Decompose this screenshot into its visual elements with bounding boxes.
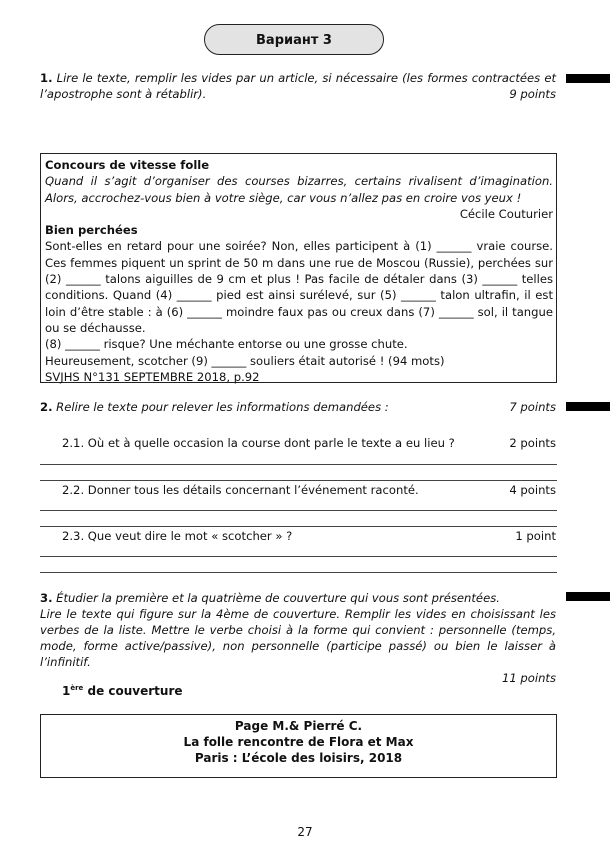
question-2-points: 7 points [509, 400, 556, 414]
question-2-3-text: 2.3. Que veut dire le mot « scotcher » ? [62, 529, 293, 543]
passage-intro: Quand il s’agit d’organiser des courses bizarres, certains rivalisent d’imagination. Alors, accrochez-vous bien à votre siège, car vous n’allez pas en croire vos yeux ! [45, 174, 553, 205]
question-2-2-text: 2.2. Donner tous les détails concernant l’événement raconté. [62, 483, 419, 497]
question-2-2-points: 4 points [509, 483, 556, 497]
answer-line [40, 556, 557, 557]
passage-line-8: (8) ______ risque? Une méchante entorse ou une grosse chute. [45, 337, 408, 352]
margin-marker [566, 74, 610, 83]
question-3-line-2: Lire le texte qui figure sur la 4ème de couverture. Remplir les vides en choisissant les verbes de la liste. Mettre le verbe choisi à la forme qui convient : personnelle (temps, mode, forme active/passive), non personnelle (participe passé) ou bien le laisser à l’infinitif. [40, 607, 556, 669]
answer-line [40, 480, 557, 481]
variant-title: Вариант 3 [204, 24, 384, 55]
question-2-1-points: 2 points [509, 436, 556, 450]
passage-body: Sont-elles en retard pour une soirée? Non, elles participent à (1) ______ vraie course. Ces femmes piquent un sprint de 50 m dans une rue de Moscou (Russie), perchées sur (2) ______ talons aiguilles de 9 cm et plus ! Pas facile de détaler dans (3) ______ telles conditions. Quand (4) ______ pied est ainsi surélevé, sur (5) ______ talon ultrafin, il est loin d’être stable : à (6) ______ moindre faux pas ou creux dans (7) ______ sol, il tangue ou se déchausse. [45, 239, 553, 335]
question-2-3 [62, 529, 556, 543]
passage-subtitle: Bien perchées [45, 223, 138, 238]
answer-line [40, 572, 557, 573]
question-2-number: 2. [40, 400, 53, 414]
cover-heading-superscript: ère [70, 684, 84, 692]
question-2-1 [62, 436, 556, 450]
page-number: 27 [297, 825, 313, 839]
cover-heading [62, 684, 183, 698]
passage-title: Concours de vitesse folle [45, 158, 210, 172]
passage-author: Cécile Couturier [459, 206, 553, 221]
question-3-points: 11 points [501, 671, 556, 685]
question-2-1-text: 2.1. Où et à quelle occasion la course dont parle le texte a eu lieu ? [62, 436, 455, 450]
question-3-line-1: Étudier la première et la quatrième de couverture qui vous sont présentées. [56, 591, 500, 605]
question-2-2 [62, 483, 556, 497]
question-1-points: 9 points [509, 87, 556, 101]
passage-line-9: Heureusement, scotcher (9) ______ souliers était autorisé ! (94 mots) [45, 353, 445, 368]
question-1-number: 1. [40, 71, 53, 85]
question-3-number: 3. [40, 591, 53, 605]
cover-heading-text: de couverture [83, 684, 183, 698]
answer-line [40, 464, 557, 465]
cover-publisher: Paris : L’école des loisirs, 2018 [194, 751, 403, 765]
margin-marker [566, 592, 610, 601]
question-2-3-points: 1 point [515, 529, 556, 543]
passage-source: SVJHS N°131 SEPTEMBRE 2018, p.92 [45, 369, 260, 384]
question-1-text: Lire le texte, remplir les vides par un article, si nécessaire (les formes contractées et l’apostrophe sont à rétablir). [40, 71, 557, 101]
answer-line [40, 510, 557, 511]
cover-box [40, 714, 557, 778]
question-2-text: Relire le texte pour relever les informations demandées : [56, 400, 389, 414]
cover-title: La folle rencontre de Flora et Max [183, 735, 414, 749]
passage-box [40, 153, 557, 383]
cover-authors: Page M.& Pierré C. [234, 719, 363, 733]
margin-marker [566, 402, 610, 411]
cover-heading-number: 1 [62, 684, 71, 698]
question-2 [40, 399, 556, 415]
answer-line [40, 526, 557, 527]
question-3 [40, 590, 556, 686]
